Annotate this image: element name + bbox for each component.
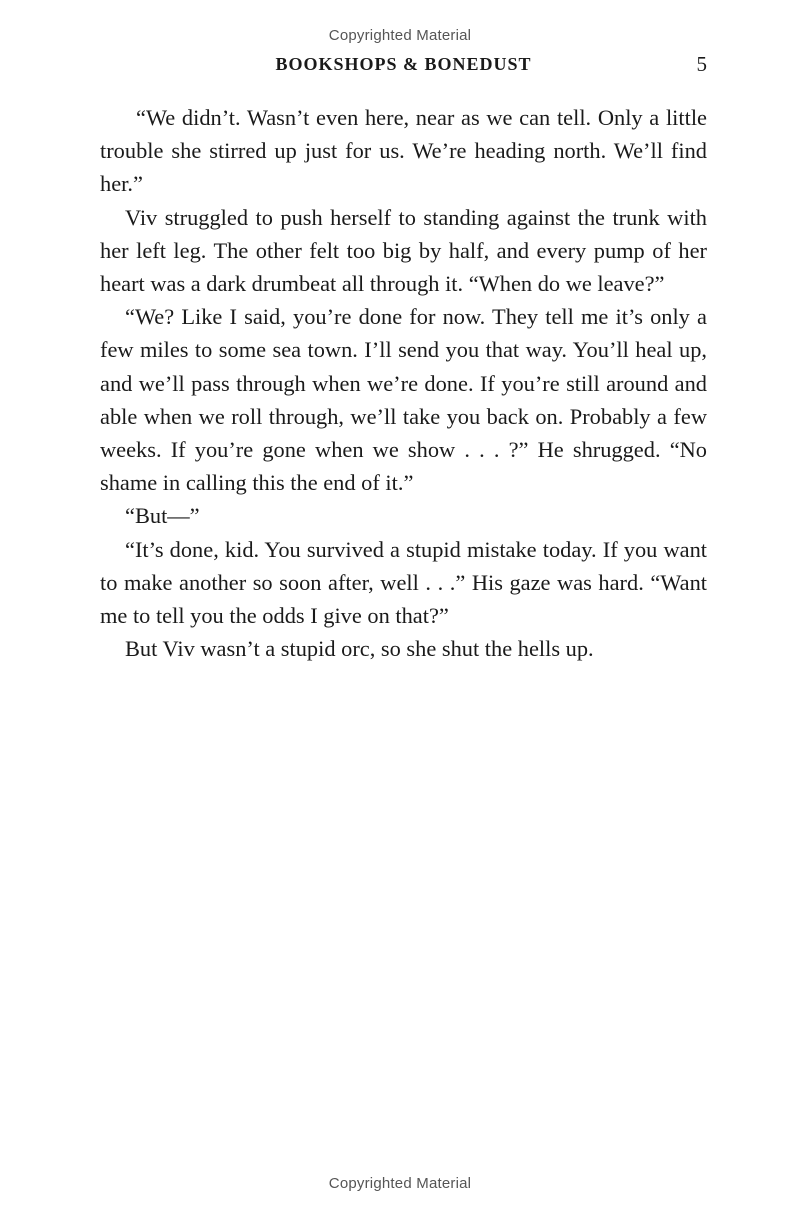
body-text [100,101,707,665]
running-title: BOOKSHOPS & BONEDUST [275,54,532,74]
copyright-watermark-top: Copyrighted Material [328,27,472,44]
copyright-watermark-bottom: Copyrighted Material [328,1175,472,1192]
running-head [100,54,707,80]
paragraph: “We didn’t. Wasn’t even here, near as we can tell. Only a little trouble she stirred up just for us. We’re heading north. We’ll find her.” [100,105,707,197]
paragraph: “But—” [125,503,200,529]
page-number: 5 [696,52,707,76]
paragraph: Viv struggled to push herself to standing against the trunk with her left leg. The other felt too big by half, and every pump of her heart was a dark drumbeat all through it. “When do we leave?” [100,204,707,297]
paragraph: “It’s done, kid. You survived a stupid mistake today. If you want to make another so soon after, well . . .” His gaze was hard. “Want me to tell you the odds I give on that?” [100,536,707,629]
paragraph: But Viv wasn’t a stupid orc, so she shut the hells up. [125,636,594,662]
paragraph: “We? Like I said, you’re done for now. They tell me it’s only a few miles to some sea town. I’ll send you that way. You’ll heal up, and we’ll pass through when we’re done. If you’re still around and able when we roll through, we’ll take you back on. Probably a few weeks. If you’re gone when we show . . . ?” He shrugged. “No shame in calling this the end of it.” [100,304,707,496]
